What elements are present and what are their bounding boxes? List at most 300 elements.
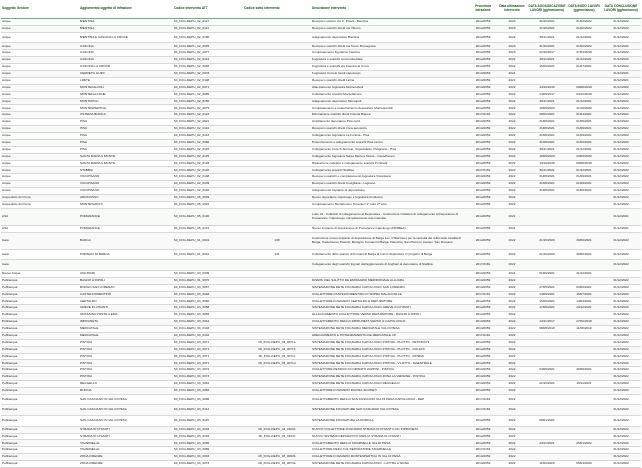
- table-cell: 2022: [497, 298, 527, 305]
- table-cell: [527, 208, 567, 225]
- table-cell: [243, 160, 311, 167]
- table-cell: [567, 387, 601, 394]
- table-cell: 31/12/2022: [601, 181, 641, 188]
- table-cell: 31/12/2022: [601, 381, 641, 388]
- table-row: [1, 270, 641, 277]
- table-cell: [243, 225, 311, 232]
- table-cell: MI_FOG-DEPU_03_0103b: [243, 426, 311, 433]
- table-row: [1, 119, 641, 126]
- table-cell: 2022: [497, 374, 527, 381]
- table-cell: MI_FOG-DEPU_03_0104: [173, 332, 243, 339]
- table-cell: [567, 416, 601, 427]
- table-cell: 2014/2059: [469, 284, 497, 291]
- table-cell: ALLACCIAMENTO COLLETTORE VERSO DEPURATORE - BAGNO A RIPOLI: [311, 312, 469, 319]
- table-cell: 31/12/2022: [601, 339, 641, 346]
- column-header: Descrizione intervento: [311, 0, 469, 19]
- table-row: [1, 387, 641, 394]
- table-cell: 01/02/2022: [567, 43, 601, 50]
- table-cell: [527, 312, 567, 319]
- table-cell: CASCINA: [79, 57, 173, 64]
- table-row: [1, 440, 641, 447]
- table-cell: Collegamento fognatura Santa Maria a Monte - Castelfranco: [311, 153, 469, 160]
- table-cell: 2022: [497, 201, 527, 208]
- table-cell: Publiacqua: [1, 387, 79, 394]
- table-cell: Acque: [1, 64, 79, 71]
- table-cell: 31/12/2022: [601, 433, 641, 440]
- table-cell: MI_FOG-DEPU_03_0044: [173, 319, 243, 326]
- table-cell: 2022: [497, 112, 527, 119]
- table-cell: 21/10/2020: [527, 249, 567, 260]
- table-cell: BIENTINA: [79, 25, 173, 32]
- table-cell: 2014/2059: [469, 319, 497, 326]
- table-cell: SISTEMAZIONE FOGNATURA LA ROMOLA: [311, 416, 469, 427]
- table-cell: Adeguamento depuratore Montopoli: [311, 98, 469, 105]
- table-cell: MONTEVARCHI: [79, 201, 173, 208]
- table-cell: 31/12/2022: [601, 132, 641, 139]
- table-cell: Publiacqua: [1, 291, 79, 298]
- table-cell: 2023: [497, 25, 527, 32]
- table-cell: MI_FOG-DEPU_03_0103: [173, 426, 243, 433]
- table-cell: MI_FOG-DEPU_03_0081: [173, 381, 243, 388]
- table-cell: 2022: [497, 232, 527, 249]
- table-row: [1, 312, 641, 319]
- table-cell: 31/12/2022: [601, 325, 641, 332]
- table-cell: 2017/2181: [469, 291, 497, 298]
- table-cell: Lotto 01 - Collettori di collegamento al Depuratore - Costruzione Collettori di collegamento al Depuratore di Pomarance. Capoluogo; completamento rete interrata: [311, 208, 469, 225]
- table-cell: 31/08/2021: [527, 132, 567, 139]
- table-cell: MI_FOG-DEPU_03_0071b: [243, 346, 311, 353]
- table-cell: 2014/2059: [469, 346, 497, 353]
- table-cell: Acque: [1, 126, 79, 133]
- table-cell: 31/12/2022: [601, 440, 641, 447]
- table-cell: 31/12/2022: [601, 119, 641, 126]
- table-cell: Completamento e potenziamento depuratore Montespertoli: [311, 105, 469, 112]
- table-cell: TAVARNELLE: [79, 440, 173, 447]
- table-cell: MI_FOG-DEPU_05_0100: [173, 208, 243, 225]
- table-cell: 2017/2181: [469, 405, 497, 416]
- table-cell: PISA: [79, 146, 173, 153]
- table-cell: MI_FOG-DEPU_02_0141: [173, 25, 243, 32]
- table-cell: MI_FOG-DEPU_03_0089: [173, 447, 243, 454]
- table-cell: NUOVO SISTEMA DEPURATIVO REFLUI STRADA IN CHIANTI: [311, 433, 469, 440]
- table-cell: SAN CASCIANO IN VAL DI PESA: [79, 416, 173, 427]
- table-cell: 31/08/2021: [527, 174, 567, 181]
- table-cell: 31/12/2022: [601, 332, 641, 339]
- table-cell: [527, 426, 567, 433]
- table-cell: COLLETTAMENTO REFLUI IMPRUNETA VERSO IL CAPOLUOGO: [311, 319, 469, 326]
- table-cell: ARCIDOSSO: [79, 194, 173, 201]
- table-cell: 2014/2059: [469, 461, 497, 468]
- table-cell: 01/09/2021: [567, 139, 601, 146]
- table-cell: COLLETTORE REFLUI AL DEPURATORE TAVARNELLE: [311, 447, 469, 454]
- table-cell: 23/11/2021: [527, 440, 567, 447]
- table-row: [1, 194, 641, 201]
- table-row: [1, 105, 641, 112]
- table-cell: PISA: [79, 132, 173, 139]
- table-cell: COLLETTORE FOGNARIO CERTALDO E DEPURATORE: [311, 298, 469, 305]
- table-cell: Collegamento fognatura La Fontina - Pisa: [311, 132, 469, 139]
- table-cell: [567, 260, 601, 271]
- table-cell: 31/12/2022: [601, 160, 641, 167]
- table-cell: MI_FOG-DEPU_03_0103c: [243, 433, 311, 440]
- table-row: [1, 416, 641, 427]
- table-cell: 2014/2059: [469, 201, 497, 208]
- table-cell: [243, 43, 311, 50]
- table-cell: Acque: [1, 174, 79, 181]
- table-cell: 2014/2059: [469, 84, 497, 91]
- table-cell: [527, 447, 567, 454]
- table-cell: [243, 416, 311, 427]
- table-cell: 2014/2059: [469, 32, 497, 43]
- table-cell: MI_FOG-DEPU_03_0103: [173, 433, 243, 440]
- table-cell: 2014/2059: [469, 188, 497, 195]
- table-cell: 2022: [497, 416, 527, 427]
- table-cell: 11/02/2020: [527, 461, 567, 468]
- table-cell: 2022: [497, 367, 527, 374]
- table-cell: 31/12/2022: [601, 461, 641, 468]
- table-cell: [567, 346, 601, 353]
- table-cell: [567, 353, 601, 360]
- table-cell: MI_FOG-DEPU_03_0093: [173, 454, 243, 461]
- table-cell: 2022: [497, 405, 527, 416]
- table-cell: MI_FOG-DEPU_03_0058: [173, 305, 243, 312]
- table-cell: MI_FOG-DEPU_02_0123: [173, 112, 243, 119]
- table-cell: [243, 50, 311, 57]
- table-cell: Acque: [1, 91, 79, 98]
- table-cell: 2014/2059: [469, 339, 497, 346]
- table-cell: Completamento Montebuono Torrenieri 1° lotto 2° lotto: [311, 201, 469, 208]
- table-cell: 03/06/2021: [567, 284, 601, 291]
- table-cell: [567, 277, 601, 284]
- table-cell: Acque: [1, 25, 79, 32]
- table-cell: 01/12/2021: [567, 32, 601, 43]
- table-cell: COLLETTORE FOGNARIO RUFINA-SCOPETI: [311, 387, 469, 394]
- table-cell: MI_FOG-DEPU_03_0073: [173, 374, 243, 381]
- table-cell: Nuovo impianto di depurazione di Pomarance Capoluogo (PASBEA): [311, 225, 469, 232]
- table-row: [1, 298, 641, 305]
- table-cell: Publiacqua: [1, 440, 79, 447]
- table-cell: VICOPISANO: [79, 174, 173, 181]
- table-cell: SISTEMAZIONE RETE FOGNARIA CAPOLUOGO SAN LORENZO: [311, 284, 469, 291]
- table-cell: 2022: [497, 194, 527, 201]
- table-cell: Publiacqua: [1, 312, 79, 319]
- table-cell: MI_FOG-DEPU_02_0128: [173, 160, 243, 167]
- table-row: [1, 277, 641, 284]
- table-row: [1, 19, 641, 26]
- table-cell: 01/12/2021: [567, 146, 601, 153]
- table-row: [1, 325, 641, 332]
- table-cell: Nuovo depuratore capoluogo e fognatura Arcidosso: [311, 194, 469, 201]
- column-header: Codice intervento ATT: [173, 0, 243, 19]
- table-cell: [243, 201, 311, 208]
- table-cell: MI_FOG-DEPU_03_0057: [173, 284, 243, 291]
- table-cell: 2022: [497, 139, 527, 146]
- table-cell: [243, 91, 311, 98]
- table-cell: 2014/2059: [469, 367, 497, 374]
- table-cell: 2014/2059: [469, 232, 497, 249]
- table-cell: Acque: [1, 70, 79, 77]
- table-cell: 31/12/2022: [601, 105, 641, 112]
- column-header: Data ultimazione intervento: [497, 0, 527, 19]
- table-cell: MI_FOG-DEPU_03_0114: [173, 405, 243, 416]
- table-cell: Publiacqua: [1, 454, 79, 461]
- table-cell: 31/12/2022: [601, 32, 641, 43]
- table-cell: [567, 208, 601, 225]
- table-cell: [243, 394, 311, 405]
- table-cell: 2014/2059: [469, 277, 497, 284]
- table-cell: Publiacqua: [1, 277, 79, 284]
- table-cell: 02/10/2017: [527, 50, 567, 57]
- table-cell: 2022: [497, 332, 527, 339]
- table-cell: 2022: [497, 160, 527, 167]
- table-cell: [527, 201, 567, 208]
- table-cell: [243, 277, 311, 284]
- table-cell: BARGA: [79, 232, 173, 249]
- table-cell: [243, 174, 311, 181]
- table-cell: 2014/2059: [469, 119, 497, 126]
- table-cell: [567, 405, 601, 416]
- table-cell: 31/12/2022: [601, 374, 641, 381]
- table-cell: 14/03/2021: [567, 298, 601, 305]
- table-cell: COLLETTORE CASTELFIORENTINO DI SOPRA MALACCOLLE: [311, 291, 469, 298]
- table-cell: MI_FOG-DEPU_01_0001: [173, 232, 243, 249]
- table-cell: 30/11/2021: [527, 98, 567, 105]
- table-cell: 30/11/2021: [527, 146, 567, 153]
- table-cell: MI_FOG-DEPU_02_0127: [173, 19, 243, 26]
- table-cell: MI_FOG-DEPU_02_0143: [173, 132, 243, 139]
- table-cell: Riparazione collettori e collegamento scarichi Ponticelli: [311, 160, 469, 167]
- table-cell: 31/12/2021: [601, 208, 641, 225]
- table-cell: SAN CASCIANO IN VAL DI PESA: [79, 394, 173, 405]
- table-cell: Publiacqua: [1, 325, 79, 332]
- table-cell: MI_FOG-DEPU_06_0009: [173, 194, 243, 201]
- table-row: [1, 112, 641, 119]
- table-cell: MI_FOG-DEPU_02_0065: [173, 64, 243, 71]
- table-cell: [243, 167, 311, 174]
- table-cell: 15/07/2021: [567, 291, 601, 298]
- table-cell: SANTA MARIA A MONTE: [79, 153, 173, 160]
- table-row: [1, 405, 641, 416]
- table-cell: 2014/2059: [469, 325, 497, 332]
- table-cell: 23/09/2020: [567, 153, 601, 160]
- table-cell: 2014/2059: [469, 433, 497, 440]
- table-cell: Acque: [1, 77, 79, 84]
- table-cell: 2021: [497, 270, 527, 277]
- table-cell: 31/12/2022: [601, 167, 641, 174]
- table-cell: 31/12/2021: [601, 70, 641, 77]
- table-row: [1, 374, 641, 381]
- table-cell: 09/08/2018: [567, 160, 601, 167]
- table-cell: Acque: [1, 105, 79, 112]
- table-row: [1, 146, 641, 153]
- table-cell: 2014/2059: [469, 181, 497, 188]
- table-cell: 2022: [497, 277, 527, 284]
- table-cell: [173, 260, 243, 271]
- table-cell: 31/12/2022: [601, 405, 641, 416]
- table-cell: 2022: [497, 284, 527, 291]
- table-cell: SISTEMAZIONE RETE FOGNARIA MERCATALE VAL DI PESA: [311, 325, 469, 332]
- table-cell: Nuove Acque: [1, 270, 79, 277]
- table-cell: 2022: [497, 387, 527, 394]
- table-cell: PISTOIA: [79, 346, 173, 353]
- table-cell: 2021: [497, 77, 527, 84]
- table-cell: [527, 225, 567, 232]
- table-cell: 2022: [497, 188, 527, 195]
- table-cell: [567, 201, 601, 208]
- table-cell: MI_FOG-DEPU_02_0021: [173, 119, 243, 126]
- table-cell: MI_FOG-DEPU_03_0086: [173, 440, 243, 447]
- table-cell: MI_FOG-DEPU_01_0001: [173, 249, 243, 260]
- table-cell: Publiacqua: [1, 353, 79, 360]
- table-cell: 2022: [497, 454, 527, 461]
- table-cell: DISMIS. DEL SALITTO DE EMISSARIO MERIDIONALE ALLUARA: [311, 277, 469, 284]
- table-cell: OSTERIA BIANCA: [79, 112, 173, 119]
- table-cell: 31/12/2022: [601, 416, 641, 427]
- table-cell: [243, 332, 311, 339]
- table-cell: 18/06/2020: [527, 105, 567, 112]
- table-row: [1, 339, 641, 346]
- table-row: [1, 426, 641, 433]
- table-cell: [243, 312, 311, 319]
- table-cell: Acque: [1, 112, 79, 119]
- table-cell: STRADA IN CHIANTI: [79, 433, 173, 440]
- table-cell: Fognatura e scarichi zona industriale: [311, 57, 469, 64]
- table-cell: [527, 260, 567, 271]
- table-row: [1, 394, 641, 405]
- table-cell: Recupero scarico via C. Pisani - Bientina: [311, 19, 469, 26]
- table-cell: Recupero scarichi diretti via Tosco Romagnola: [311, 43, 469, 50]
- table-cell: [567, 312, 601, 319]
- table-row: [1, 25, 641, 32]
- table-cell: [527, 360, 567, 367]
- table-cell: 28/02/2021: [527, 112, 567, 119]
- table-cell: MI_FOG-DEPU_03_0071d: [243, 360, 311, 367]
- table-cell: 31/12/2022: [601, 201, 641, 208]
- table-cell: Acque: [1, 50, 79, 57]
- table-cell: 2023: [497, 50, 527, 57]
- table-cell: [243, 208, 311, 225]
- table-cell: [243, 19, 311, 26]
- table-cell: 31/12/2022: [601, 291, 641, 298]
- table-cell: Acque: [1, 19, 79, 26]
- table-row: [1, 381, 641, 388]
- table-cell: 2014/2059: [469, 43, 497, 50]
- table-cell: 2014/2059: [469, 25, 497, 32]
- table-cell: COLLETTORE FOGNARIO MONTESPERTOLI IN VAL DI PESA: [311, 454, 469, 461]
- table-cell: 15/06/2021: [527, 64, 567, 71]
- table-cell: 2022: [497, 346, 527, 353]
- table-cell: 2022: [497, 433, 527, 440]
- table-cell: 2022: [497, 312, 527, 319]
- table-cell: MI_FOG-DEPU_03_0093b: [243, 454, 311, 461]
- table-cell: ANGHIARI: [79, 270, 173, 277]
- table-cell: 01/09/2021: [567, 119, 601, 126]
- table-cell: 31/12/2022: [601, 50, 641, 57]
- table-cell: 05/04/2020: [567, 461, 601, 468]
- table-cell: MI_FOG-DEPU_02_0125: [173, 153, 243, 160]
- table-cell: [527, 387, 567, 394]
- table-cell: [243, 319, 311, 326]
- table-cell: 31/12/2022: [601, 367, 641, 374]
- table-row: [1, 232, 641, 249]
- table-cell: [243, 381, 311, 388]
- table-cell: MI_FOG-DEPU_02_0079: [173, 105, 243, 112]
- table-cell: 2017/2181: [469, 112, 497, 119]
- table-cell: 04/06/2021: [527, 367, 567, 374]
- table-cell: [243, 440, 311, 447]
- table-cell: [527, 394, 567, 405]
- table-cell: POMARANCE: [79, 208, 173, 225]
- table-cell: 31/12/2022: [601, 353, 641, 360]
- table-cell: 14/09/2017: [527, 91, 567, 98]
- table-cell: ASA: [1, 225, 79, 232]
- table-cell: [243, 98, 311, 105]
- table-row: [1, 260, 641, 271]
- table-cell: [527, 454, 567, 461]
- table-cell: MI_FOG-DEPU_02_0120: [173, 167, 243, 174]
- table-cell: [527, 353, 567, 360]
- table-cell: 2014/2059: [469, 132, 497, 139]
- table-cell: Publiacqua: [1, 284, 79, 291]
- table-row: [1, 64, 641, 71]
- table-cell: 31/12/2022: [601, 426, 641, 433]
- table-cell: Acque: [1, 84, 79, 91]
- table-cell: BIENTINA E CASCINA LA CROCE: [79, 32, 173, 43]
- table-row: [1, 153, 641, 160]
- column-header: DATA INIZIO LAVORI (gg/mm/anno): [567, 0, 601, 19]
- column-header: Codice sotto intervento: [243, 0, 311, 19]
- table-row: [1, 353, 641, 360]
- table-cell: [527, 374, 567, 381]
- table-cell: 138: [243, 232, 311, 249]
- table-cell: 2014/2059: [469, 194, 497, 201]
- table-cell: Publiacqua: [1, 426, 79, 433]
- table-cell: Acquedotto del Fiora: [1, 201, 79, 208]
- table-cell: 2022: [497, 291, 527, 298]
- table-cell: Publiacqua: [1, 346, 79, 353]
- table-cell: 2022: [497, 305, 527, 312]
- table-cell: SISTEMAZIONE RETE FOGNARIA CAPOLUOGO - LATTRA a SIGNA: [311, 461, 469, 468]
- table-cell: MI_FOG-DEPU_03_0086: [173, 394, 243, 405]
- table-cell: STRADA IN CHIANTI: [79, 426, 173, 433]
- table-cell: MI_FOG-DEPU_03_0059: [173, 312, 243, 319]
- table-cell: COLLETTAMENTO REFLUI TAVARNELLE VAL DI PESA: [311, 440, 469, 447]
- table-cell: 09/08/2018: [567, 84, 601, 91]
- table-cell: 31/12/2022: [601, 98, 641, 105]
- table-cell: [243, 146, 311, 153]
- table-cell: 2022: [497, 119, 527, 126]
- table-cell: 2022: [497, 32, 527, 43]
- table-cell: [567, 394, 601, 405]
- table-row: [1, 50, 641, 57]
- table-cell: MI_FOG-DEPU_03_0072: [173, 367, 243, 374]
- table-cell: Acque: [1, 160, 79, 167]
- table-row: [1, 360, 641, 367]
- table-row: [1, 132, 641, 139]
- table-cell: NUOVO COLLETTORE FOGNARIO STRADA IN CHIANTI LOC INPRUNETA: [311, 426, 469, 433]
- table-cell: 31/12/2022: [601, 284, 641, 291]
- table-row: [1, 188, 641, 195]
- table-cell: MI_FOG-DEPU_03_0073: [173, 461, 243, 468]
- table-cell: MERCATALE: [79, 325, 173, 332]
- table-cell: SISTEMAZIONE FOGNATURE SAN CASCIANO VAL DI PESA: [311, 405, 469, 416]
- table-cell: MI_FOG-DEPU_05_0101: [173, 225, 243, 232]
- table-cell: Collettamento dello scarico di Fornaci di Barga al nuovo depuratore in progetto di Barga: [311, 249, 469, 260]
- table-cell: 2014/2059: [469, 139, 497, 146]
- table-cell: Gaia: [1, 260, 79, 271]
- table-row: [1, 139, 641, 146]
- table-cell: Collegamento scarichi Stabbia: [311, 167, 469, 174]
